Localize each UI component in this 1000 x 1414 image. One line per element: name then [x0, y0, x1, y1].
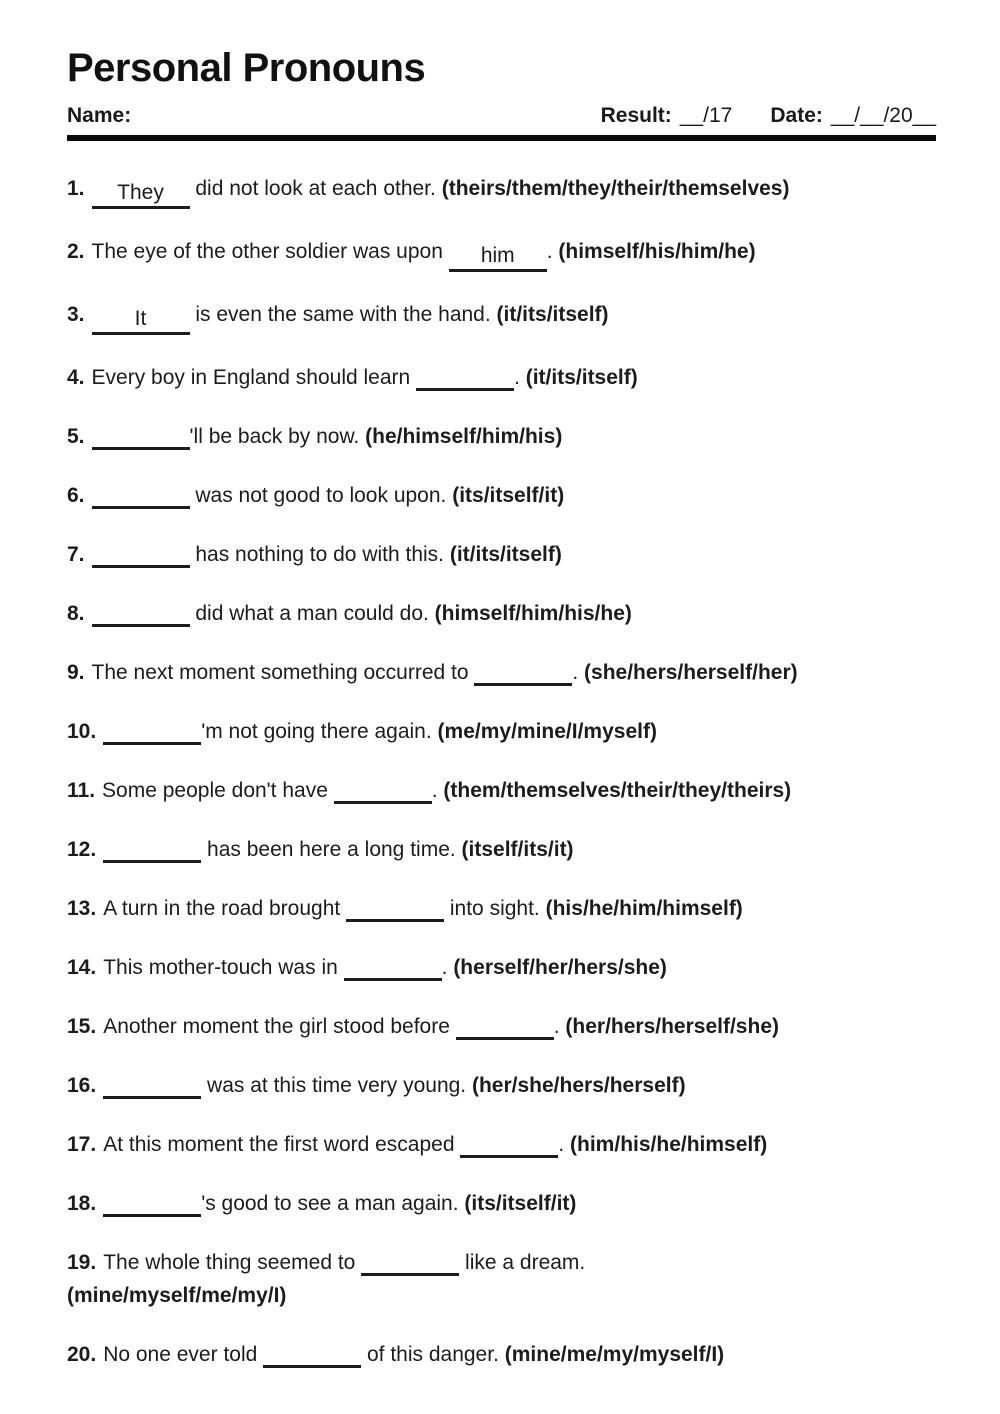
question-text-post: did what a man could do. [189, 601, 435, 625]
page-title: Personal Pronouns [67, 46, 426, 90]
question-number: 12. [67, 837, 97, 861]
question-options: (him/his/he/himself) [570, 1132, 768, 1156]
question-text-post: . [553, 1014, 566, 1038]
question-text-post: 's good to see a man again. [201, 1191, 465, 1215]
question-number: 9. [67, 660, 85, 684]
questions-list [67, 172, 936, 1371]
answer-blank[interactable] [416, 365, 514, 391]
question-number: 2. [67, 239, 85, 263]
answer-blank[interactable] [92, 483, 190, 509]
answer-blank[interactable] [346, 896, 444, 922]
question-row [67, 1246, 936, 1312]
question-text-post: has nothing to do with this. [189, 542, 450, 566]
header-divider-rule [67, 135, 936, 141]
result-field [601, 104, 733, 128]
question-text-post: was not good to look upon. [189, 483, 453, 507]
name-label: Name: [67, 103, 132, 127]
question-number: 16. [67, 1073, 97, 1097]
question-row [67, 1128, 936, 1161]
answer-blank[interactable] [92, 424, 190, 450]
answer-blank[interactable] [344, 955, 442, 981]
question-number: 7. [67, 542, 85, 566]
question-options: (its/itself/it) [464, 1191, 577, 1215]
question-options: (its/itself/it) [452, 483, 565, 507]
question-text-post: into sight. [444, 896, 546, 920]
question-options: (it/its/itself) [496, 302, 609, 326]
question-options: (his/he/him/himself) [545, 896, 743, 920]
date-field [770, 104, 936, 128]
question-text-pre: The whole thing seemed to [103, 1250, 362, 1274]
question-options: (he/himself/him/his) [365, 424, 563, 448]
answer-blank[interactable] [460, 1132, 558, 1158]
question-row [67, 361, 936, 394]
question-number: 20. [67, 1342, 97, 1366]
question-options: (them/themselves/their/they/theirs) [443, 778, 792, 802]
question-text-pre: A turn in the road brought [103, 896, 347, 920]
answer-blank[interactable] [92, 306, 190, 335]
question-row [67, 420, 936, 453]
question-text-pre: Some people don't have [102, 778, 334, 802]
question-number: 19. [67, 1250, 97, 1274]
question-number: 14. [67, 955, 97, 979]
question-number: 10. [67, 719, 97, 743]
question-row [67, 833, 936, 866]
question-text-post: . [431, 778, 444, 802]
question-text-post: . [514, 365, 526, 389]
question-row [67, 715, 936, 748]
answer-blank[interactable] [263, 1342, 361, 1368]
answer-blank[interactable] [103, 1191, 201, 1217]
question-number: 18. [67, 1191, 97, 1215]
question-number: 15. [67, 1014, 97, 1038]
worksheet-meta-row [67, 104, 936, 128]
question-row [67, 1338, 936, 1371]
question-options: (she/hers/herself/her) [584, 660, 798, 684]
question-options: (it/its/itself) [449, 542, 562, 566]
date-label: Date: [770, 103, 823, 127]
question-text-post: . [558, 1132, 571, 1156]
question-text-post: . [441, 955, 454, 979]
question-text-post: like a dream. [459, 1250, 586, 1274]
question-options: (mine/me/my/myself/I) [504, 1342, 725, 1366]
question-options: (theirs/them/they/their/themselves) [441, 176, 790, 200]
question-text-post: is even the same with the hand. [189, 302, 497, 326]
answer-blank[interactable] [361, 1250, 459, 1276]
question-text-post: . [572, 660, 585, 684]
question-number: 1. [67, 176, 85, 200]
question-row [67, 892, 936, 925]
answer-blank[interactable] [449, 243, 547, 272]
answer-text: They [117, 180, 164, 204]
question-row [67, 1069, 936, 1102]
question-row [67, 774, 936, 807]
question-options: (her/hers/herself/she) [565, 1014, 779, 1038]
name-field [67, 104, 131, 128]
question-text-pre: No one ever told [103, 1342, 264, 1366]
question-number: 6. [67, 483, 85, 507]
question-text-post: did not look at each other. [189, 176, 442, 200]
answer-blank[interactable] [103, 719, 201, 745]
answer-text: It [134, 306, 147, 330]
question-options: (himself/his/him/he) [558, 239, 756, 263]
question-options: (itself/its/it) [461, 837, 574, 861]
question-number: 8. [67, 601, 85, 625]
question-options: (me/my/mine/I/myself) [437, 719, 657, 743]
question-text-pre: The next moment something occurred to [91, 660, 475, 684]
question-text-post: . [546, 239, 559, 263]
question-number: 3. [67, 302, 85, 326]
question-options: (her/she/hers/herself) [471, 1073, 686, 1097]
answer-blank[interactable] [92, 601, 190, 627]
question-row [67, 538, 936, 571]
answer-blank[interactable] [103, 837, 201, 863]
question-row [67, 597, 936, 630]
question-text-pre: Every boy in England should learn [91, 365, 417, 389]
question-row [67, 479, 936, 512]
question-number: 17. [67, 1132, 97, 1156]
date-value: __/__/20__ [830, 103, 936, 127]
answer-text: him [480, 243, 515, 267]
question-row [67, 235, 936, 272]
meta-right-group [601, 104, 936, 128]
question-row [67, 1187, 936, 1220]
question-number: 13. [67, 896, 97, 920]
question-options: (mine/myself/me/my/I) [67, 1283, 287, 1307]
question-text-pre: The eye of the other soldier was upon [91, 239, 449, 263]
question-number: 11. [67, 778, 96, 802]
question-text-post: 'm not going there again. [201, 719, 438, 743]
question-text-post: 'll be back by now. [189, 424, 366, 448]
question-text-post: was at this time very young. [201, 1073, 472, 1097]
question-options: (herself/her/hers/she) [453, 955, 667, 979]
question-number: 4. [67, 365, 85, 389]
question-text-pre: This mother-touch was in [103, 955, 344, 979]
question-text-post: of this danger. [361, 1342, 505, 1366]
question-row [67, 298, 936, 335]
question-text-pre: Another moment the girl stood before [103, 1014, 456, 1038]
question-number: 5. [67, 424, 85, 448]
answer-blank[interactable] [456, 1014, 554, 1040]
answer-blank[interactable] [92, 542, 190, 568]
question-text-post: has been here a long time. [201, 837, 462, 861]
question-row [67, 951, 936, 984]
question-row [67, 656, 936, 689]
question-row [67, 1010, 936, 1043]
question-text-pre: At this moment the first word escaped [103, 1132, 461, 1156]
answer-blank[interactable] [474, 660, 572, 686]
result-label: Result: [600, 103, 672, 127]
result-value: __/17 [679, 103, 733, 127]
answer-blank[interactable] [103, 1073, 201, 1099]
answer-blank[interactable] [334, 778, 432, 804]
question-options: (himself/him/his/he) [434, 601, 632, 625]
question-row [67, 172, 936, 209]
answer-blank[interactable] [92, 180, 190, 209]
question-options: (it/its/itself) [525, 365, 638, 389]
